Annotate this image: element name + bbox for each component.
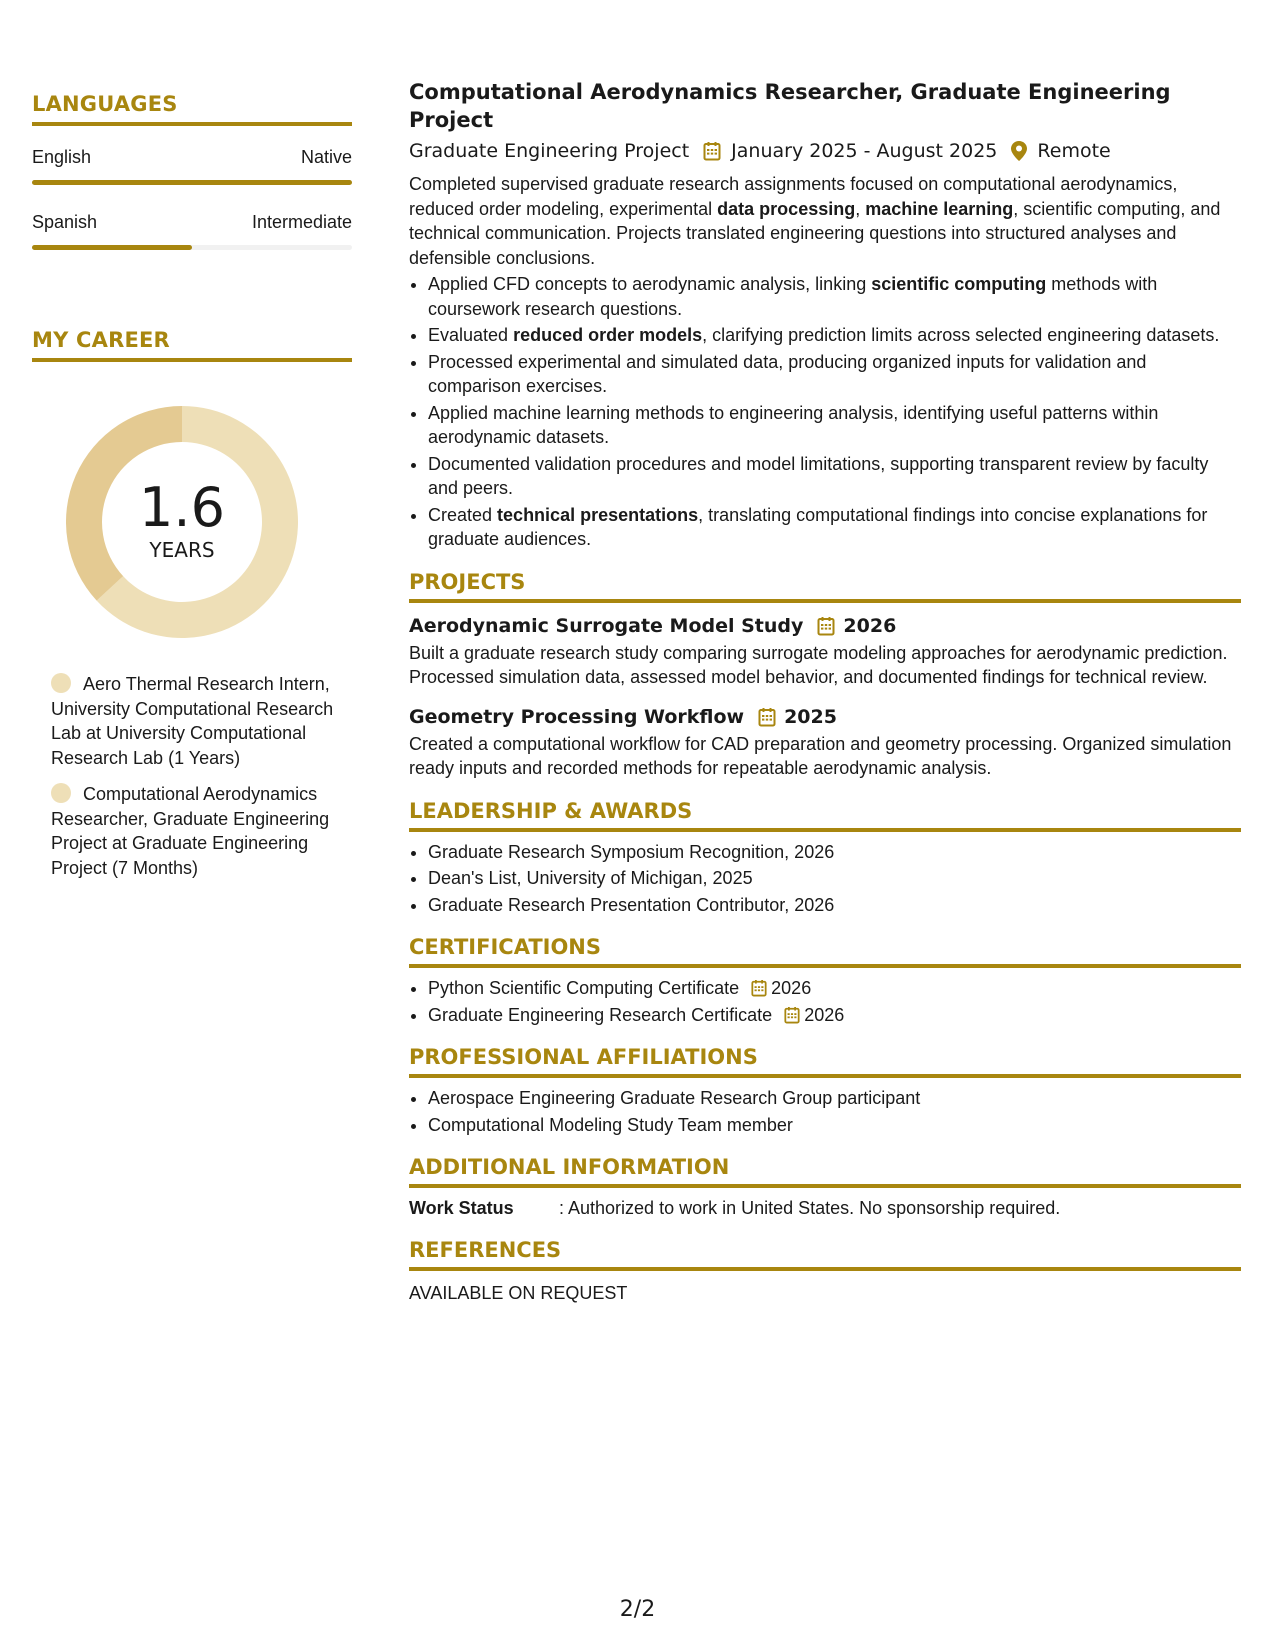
language-proficiency-bar	[32, 180, 352, 185]
language-proficiency-fill	[32, 180, 352, 185]
job-bullet	[428, 452, 1241, 501]
award-item: • Graduate Research Presentation Contributor, 2026	[428, 893, 1241, 918]
job-bullet	[428, 503, 1241, 552]
career-item-text: Computational Aerodynamics Researcher, Graduate Engineering Project at Graduate Engineering Project (7 Months)	[51, 784, 330, 878]
work-status-label: Work Status	[409, 1198, 514, 1218]
summary-keyword: data processing	[717, 198, 856, 219]
language-proficiency-bar	[32, 245, 352, 250]
job-bullets	[409, 272, 1241, 552]
project-description: Built a graduate research study comparing surrogate modeling approaches for aerodynamic prediction. Processed simulation data, assessed model behavior, and documented findings for technical review.	[409, 642, 1228, 687]
awards-heading: LEADERSHIP & AWARDS	[409, 799, 1241, 832]
bullet-text: , translating computational findings into concise explanations for graduate audiences.	[428, 504, 1208, 549]
bullet-text: Processed experimental and simulated data, producing organized inputs for validation and comparison exercises.	[428, 351, 1147, 396]
references-section	[409, 1238, 1241, 1305]
award-item: • Dean's List, University of Michigan, 2025	[428, 866, 1241, 891]
certification-item	[428, 976, 1241, 1001]
language-name: English	[32, 147, 92, 167]
calendar-icon	[784, 1006, 800, 1024]
career-heading: MY CAREER	[32, 328, 352, 362]
career-total-years: 1.6	[139, 476, 225, 539]
additional-section	[409, 1155, 1241, 1220]
calendar-icon	[751, 979, 767, 997]
legend-dot	[51, 783, 71, 803]
summary-text: ,	[855, 198, 866, 219]
project-year: 2025	[784, 705, 837, 728]
project-header	[409, 613, 1241, 639]
certification-name: • Graduate Engineering Research Certificate	[428, 1004, 773, 1025]
projects-section	[409, 570, 1241, 781]
career-list-item	[51, 672, 352, 770]
certification-year: 2026	[804, 1004, 845, 1025]
job-title: Computational Aerodynamics Researcher, Graduate Engineering Project	[409, 80, 1171, 132]
certifications-list	[409, 976, 1241, 1027]
career-list	[32, 672, 352, 880]
bullet-text: , clarifying prediction limits across selected engineering datasets.	[702, 325, 1220, 345]
project-name: Aerodynamic Surrogate Model Study	[409, 614, 804, 637]
job-bullet	[428, 323, 1241, 348]
legend-dot	[51, 673, 71, 693]
certification-name: • Python Scientific Computing Certificate	[428, 978, 740, 998]
award-item: • Graduate Research Symposium Recognition, 2026	[428, 840, 1241, 865]
references-text: AVAILABLE ON REQUEST	[409, 1283, 628, 1303]
bullet-text: Documented validation procedures and model limitations, supporting transparent review by faculty and peers.	[428, 453, 1209, 498]
job-dates: January 2025 - August 2025	[731, 140, 998, 162]
job-bullet	[428, 401, 1241, 450]
bullet-text: Applied machine learning methods to engineering analysis, identifying useful patterns within aerodynamic datasets.	[428, 402, 1159, 447]
language-name: Spanish	[32, 212, 98, 232]
bullet-text: methods with coursework research questions.	[428, 274, 1158, 319]
language-level: Intermediate	[251, 212, 352, 232]
calendar-icon	[703, 141, 721, 161]
certification-year: 2026	[771, 978, 812, 998]
certifications-heading: CERTIFICATIONS	[409, 935, 1241, 968]
summary-keyword: machine learning	[865, 198, 1014, 219]
career-total-unit: YEARS	[149, 538, 215, 562]
language-item	[32, 211, 352, 250]
bullet-keyword: scientific computing	[871, 274, 1047, 294]
affiliations-list	[409, 1086, 1241, 1137]
certifications-section	[409, 935, 1241, 1027]
project-description: Created a computational workflow for CAD preparation and geometry processing. Organized simulation ready inputs and recorded methods for repeatable aerodynamic analysis.	[409, 733, 1232, 778]
main-content	[409, 78, 1241, 1305]
additional-heading: ADDITIONAL INFORMATION	[409, 1155, 1241, 1188]
job-bullet	[428, 272, 1241, 321]
job-meta	[409, 138, 1241, 164]
references-heading: REFERENCES	[409, 1238, 1241, 1271]
calendar-icon	[817, 616, 835, 636]
summary-text: Completed supervised graduate research assignments focused on computational aerodynamics, reduced order modeling, experimental	[409, 174, 1178, 219]
certification-item	[428, 1003, 1241, 1028]
career-item-text: Aero Thermal Research Intern, University Computational Research Lab at University Computational Research Lab (1 Years)	[51, 674, 334, 768]
map-pin-icon	[1011, 141, 1027, 161]
awards-list	[409, 840, 1241, 918]
job-summary	[409, 172, 1241, 270]
project-header	[409, 704, 1241, 730]
bullet-keyword: technical presentations	[497, 504, 699, 525]
job-company: Graduate Engineering Project	[409, 140, 690, 162]
summary-text: , scientific computing, and technical communication. Projects translated engineering questions into structured analyses and defensible conclusions.	[409, 198, 1221, 268]
languages-heading: LANGUAGES	[32, 92, 352, 126]
work-status-value: : Authorized to work in United States. No sponsorship required.	[559, 1198, 1061, 1218]
bullet-keyword: reduced order models	[513, 325, 703, 345]
project-year: 2026	[843, 614, 897, 637]
affiliation-item: • Computational Modeling Study Team member	[428, 1113, 1241, 1138]
work-status-row	[409, 1196, 1241, 1220]
bullet-text: Created	[428, 504, 498, 525]
project-name: Geometry Processing Workflow	[409, 705, 745, 728]
language-level: Native	[300, 147, 352, 167]
bullet-text: Applied CFD concepts to aerodynamic analysis, linking	[428, 274, 872, 294]
job-bullet	[428, 350, 1241, 399]
affiliation-item: • Aerospace Engineering Graduate Research Group participant	[428, 1086, 1241, 1111]
affiliations-section	[409, 1045, 1241, 1137]
awards-section	[409, 799, 1241, 918]
language-item	[32, 146, 352, 185]
career-donut-chart	[66, 406, 298, 638]
bullet-text: Evaluated	[428, 325, 514, 345]
language-proficiency-fill	[32, 245, 192, 250]
job-location: Remote	[1037, 140, 1111, 162]
sidebar	[32, 92, 352, 892]
career-list-item	[51, 782, 352, 880]
page-number: 2/2	[619, 1597, 656, 1622]
calendar-icon	[758, 707, 776, 727]
affiliations-heading: PROFESSIONAL AFFILIATIONS	[409, 1045, 1241, 1078]
projects-heading: PROJECTS	[409, 570, 1241, 603]
